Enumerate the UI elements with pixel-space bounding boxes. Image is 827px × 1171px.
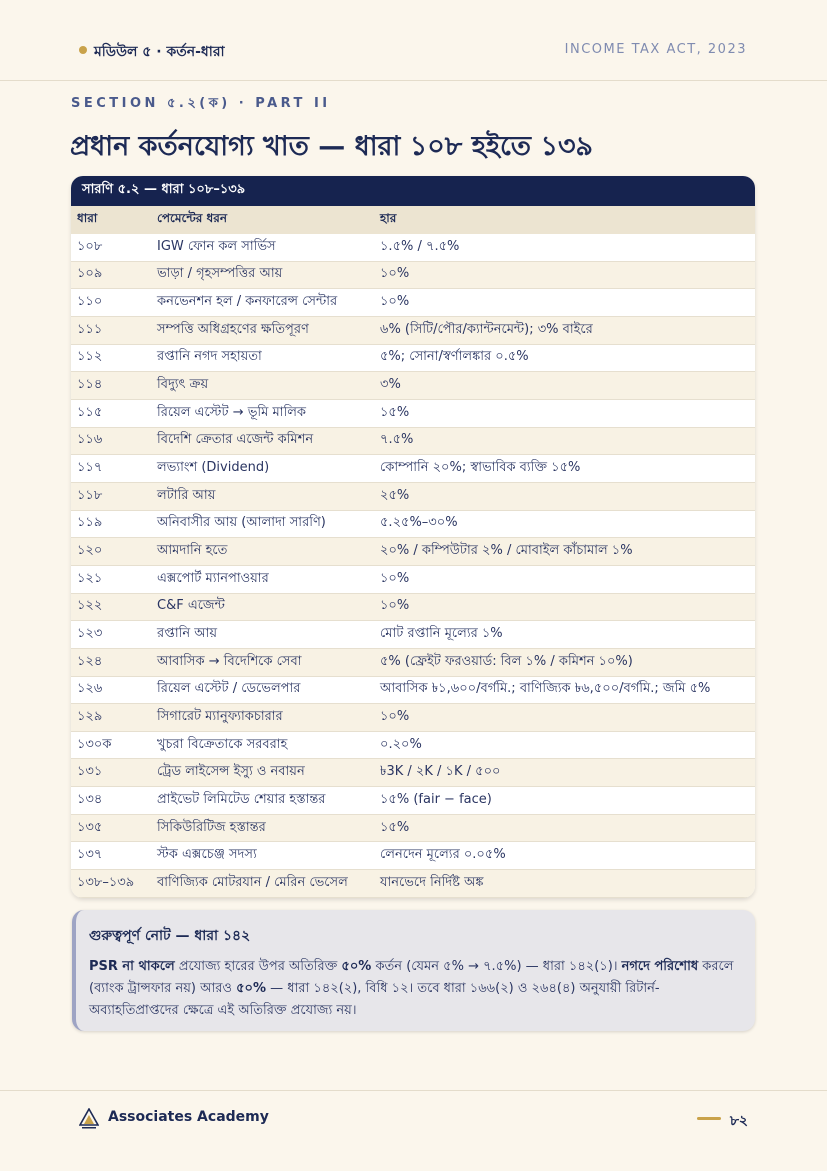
cell-rate: ১৫% <box>380 819 410 835</box>
header-section: ধারা <box>77 211 98 225</box>
cell-rate: ১০% <box>380 598 410 614</box>
cell-payment-type: আবাসিক → বিদেশিকে সেবা <box>157 653 302 669</box>
table-body <box>71 234 755 898</box>
cell-payment-type: খুচরা বিক্রেতাকে সরবরাহ <box>157 736 288 752</box>
academy-logo-icon <box>79 1108 99 1130</box>
cell-payment-type: বাণিজ্যিক মোটরযান / মেরিন ভেসেল <box>157 874 348 890</box>
table-row <box>71 511 755 539</box>
cell-payment-type: লভ্যাংশ (Dividend) <box>157 460 270 476</box>
page-footer <box>0 1090 827 1171</box>
cell-section: ১১৪ <box>77 377 103 393</box>
cell-rate: আবাসিক ৳১,৬০০/বর্গমি.; বাণিজ্যিক ৳৬,৫০০/বর্গমি.; জমি ৫% <box>380 681 711 697</box>
table-row <box>71 289 755 317</box>
table-row <box>71 317 755 345</box>
cell-section: ১১২ <box>77 349 103 365</box>
cell-rate: মোট রপ্তানি মূল্যের ১% <box>380 626 503 642</box>
cell-section: ১০৮ <box>77 238 103 254</box>
cell-section: ১২০ <box>77 543 103 559</box>
cell-rate: ৭.৫% <box>380 432 414 448</box>
table-header-row <box>71 206 755 234</box>
table-row <box>71 400 755 428</box>
table-row <box>71 538 755 566</box>
cell-payment-type: ট্রেড লাইসেন্স ইস্যু ও নবায়ন <box>157 764 305 780</box>
cell-payment-type: সিগারেট ম্যানুফ্যাকচারার <box>157 708 283 724</box>
table-row <box>71 594 755 622</box>
cell-payment-type: স্টক এক্সচেঞ্জ সদস্য <box>157 847 257 863</box>
table-row <box>71 842 755 870</box>
cell-payment-type: রপ্তানি নগদ সহায়তা <box>157 349 262 365</box>
cell-section: ১২৩ <box>77 626 103 642</box>
cell-payment-type: সিকিউরিটিজ হস্তান্তর <box>157 819 266 835</box>
note-bold-50-2: ৫০% <box>236 981 267 996</box>
cell-payment-type: রিয়েল এস্টেট → ভূমি মালিক <box>157 404 306 420</box>
footer-brand: Associates Academy <box>108 1109 269 1125</box>
note-text-1: প্রযোজ্য হারের উপর অতিরিক্ত <box>174 959 342 974</box>
cell-section: ১০৯ <box>77 266 103 282</box>
cell-section: ১২৬ <box>77 681 103 697</box>
note-body <box>89 956 741 1022</box>
table-row <box>71 677 755 705</box>
cell-payment-type: সম্পত্তি অধিগ্রহণের ক্ষতিপূরণ <box>157 321 309 337</box>
cell-payment-type: C&F এজেন্ট <box>157 598 225 614</box>
cell-section: ১১১ <box>77 321 103 337</box>
deduction-table <box>71 176 755 898</box>
table-row <box>71 787 755 815</box>
cell-section: ১২২ <box>77 598 103 614</box>
cell-rate: ৫%; সোনা/স্বর্ণালঙ্কার ০.৫% <box>380 349 529 365</box>
cell-payment-type: বিদেশি ক্রেতার এজেন্ট কমিশন <box>157 432 314 448</box>
important-note <box>72 910 755 1031</box>
cell-payment-type: অনিবাসীর আয় (আলাদা সারণি) <box>157 515 326 531</box>
cell-rate: ১০% <box>380 708 410 724</box>
cell-section: ১২১ <box>77 570 103 586</box>
cell-rate: ১০% <box>380 266 410 282</box>
cell-rate: কোম্পানি ২০%; স্বাভাবিক ব্যক্তি ১৫% <box>380 460 581 476</box>
cell-rate: ১.৫% / ৭.৫% <box>380 238 460 254</box>
cell-rate: ৫% (ফ্রেইট ফরওয়ার্ড: বিল ১% / কমিশন ১০%) <box>380 653 633 669</box>
cell-rate: ০.২০% <box>380 736 422 752</box>
cell-section: ১৩৪ <box>77 791 103 807</box>
table-row <box>71 262 755 290</box>
header-rate: হার <box>380 211 397 225</box>
cell-rate: ৩% <box>380 377 401 393</box>
cell-rate: লেনদেন মূল্যের ০.০৫% <box>380 847 506 863</box>
cell-payment-type: লটারি আয় <box>157 487 216 503</box>
cell-rate: ৳3K / ২K / ১K / ৫০০ <box>380 764 501 780</box>
cell-section: ১৩০ক <box>77 736 112 752</box>
cell-payment-type: এক্সপোর্ট ম্যানপাওয়ার <box>157 570 269 586</box>
cell-payment-type: প্রাইভেট লিমিটেড শেয়ার হস্তান্তর <box>157 791 326 807</box>
cell-payment-type: রিয়েল এস্টেট / ডেভেলপার <box>157 681 301 697</box>
note-title: গুরুত্বপূর্ণ নোট — ধারা ১৪২ <box>89 928 251 944</box>
cell-rate: যানভেদে নির্দিষ্ট অঙ্ক <box>380 874 484 890</box>
page-header <box>0 0 827 81</box>
page-number: ৮২ <box>729 1113 748 1129</box>
cell-section: ১১৬ <box>77 432 103 448</box>
table-row <box>71 815 755 843</box>
note-bold-psr: PSR না থাকলে <box>89 959 175 974</box>
cell-section: ১৩৮–১৩৯ <box>77 874 135 890</box>
note-text-4: — ধারা ১৪২(২), বিধি ১২। তবে ধারা ১৬৬(২) ও ২৬৪(৪) অনুযায়ী রিটার্ন-অব্যাহতিপ্রাপ্তদের ক্ষেত্রে এই অতিরিক্ত প্রযোজ্য নয়। <box>89 981 660 1018</box>
cell-payment-type: বিদ্যুৎ ক্রয় <box>157 377 209 393</box>
cell-section: ১৩১ <box>77 764 103 780</box>
cell-rate: ১৫% <box>380 404 410 420</box>
cell-section: ১১৮ <box>77 487 103 503</box>
page-title: প্রধান কর্তনযোগ্য খাত — ধারা ১০৮ হইতে ১৩৯ <box>70 131 594 162</box>
note-bold-cash: নগদে পরিশোধ <box>621 959 699 974</box>
bullet-dot-icon <box>79 46 87 54</box>
cell-payment-type: রপ্তানি আয় <box>157 626 218 642</box>
cell-section: ১১৯ <box>77 515 103 531</box>
table-row <box>71 704 755 732</box>
table-row <box>71 759 755 787</box>
table-row <box>71 649 755 677</box>
cell-rate: ১৫% (fair − face) <box>380 791 492 807</box>
header-payment-type: পেমেন্টের ধরন <box>157 211 228 225</box>
module-label: মডিউল ৫ · কর্তন-ধারা <box>94 44 225 60</box>
act-label: INCOME TAX ACT, 2023 <box>564 42 747 57</box>
cell-section: ১১৭ <box>77 460 103 476</box>
cell-payment-type: কনভেনশন হল / কনফারেন্স সেন্টার <box>157 294 338 310</box>
table-row <box>71 234 755 262</box>
section-label: SECTION ৫.২(ক) · PART II <box>71 96 331 111</box>
table-row <box>71 621 755 649</box>
table-row <box>71 566 755 594</box>
cell-payment-type: IGW ফোন কল সার্ভিস <box>157 238 276 254</box>
cell-rate: ২০% / কম্পিউটার ২% / মোবাইল কাঁচামাল ১% <box>380 543 633 559</box>
cell-section: ১২৯ <box>77 708 103 724</box>
table-row <box>71 483 755 511</box>
table-row <box>71 372 755 400</box>
cell-rate: ২৫% <box>380 487 410 503</box>
cell-payment-type: আমদানি হতে <box>157 543 228 559</box>
cell-section: ১৩৭ <box>77 847 103 863</box>
cell-section: ১১০ <box>77 294 103 310</box>
cell-payment-type: ভাড়া / গৃহসম্পত্তির আয় <box>157 266 283 282</box>
table-row <box>71 732 755 760</box>
table-row <box>71 345 755 373</box>
note-text-3: করলে (ব্যাংক ট্রান্সফার নয়) আরও <box>89 959 734 996</box>
cell-rate: ১০% <box>380 570 410 586</box>
cell-rate: ৫.২৫%–৩০% <box>380 515 458 531</box>
table-row <box>71 428 755 456</box>
table-caption: সারণি ৫.২ — ধারা ১০৮–১৩৯ <box>71 176 755 206</box>
footer-accent-line <box>697 1117 721 1120</box>
note-text-2: কর্তন (যেমন ৫% → ৭.৫%) — ধারা ১৪২(১)। <box>371 959 622 974</box>
cell-rate: ৬% (সিটি/পৌর/ক্যান্টনমেন্ট); ৩% বাইরে <box>380 321 593 337</box>
note-bold-50-1: ৫০% <box>341 959 372 974</box>
cell-section: ১৩৫ <box>77 819 103 835</box>
table-row <box>71 455 755 483</box>
table-row <box>71 870 755 898</box>
cell-section: ১১৫ <box>77 404 103 420</box>
cell-rate: ১০% <box>380 294 410 310</box>
cell-section: ১২৪ <box>77 653 103 669</box>
